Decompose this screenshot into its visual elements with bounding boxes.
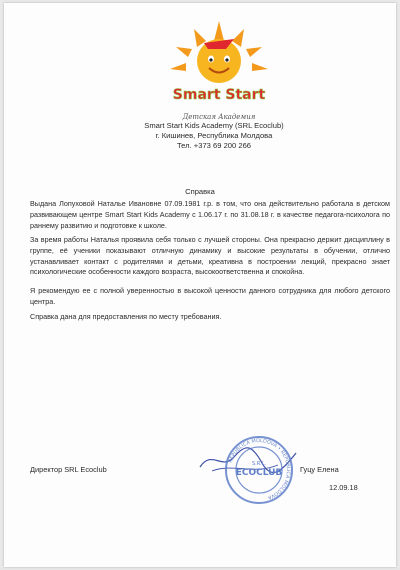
paragraph-1: Выдана Лопуховой Наталье Ивановне 07.09.1981 г.р. в том, что она действительно работала в детском развивающем центре Smart Start Kids Academy с 1.06.17 г. по 31.08.18 г. в качестве педагога-психолога по раннему развитию и подготовке к школе.	[30, 199, 390, 230]
svg-text:REPUBLICA MOLDOVA • REPUBLICA: REPUBLICA MOLDOVA • REPUBLICA MOLDOVA	[228, 437, 292, 501]
smart-start-logo	[164, 19, 274, 127]
director-label: Директор SRL Ecoclub	[30, 465, 107, 474]
director-name: Гуцу Елена	[300, 465, 339, 474]
paragraph-2: За время работы Наталья проявила себя только с лучшей стороны. Она прекрасно держит дисциплину в группе, её ученики показывают отличную динамику и высокие результаты в обучении, отлично устанавливает контакт с родителями и детьми, креативна в построении лекций, прекрасно знает психологические особенности каждого возраста, высокоответственна и спокойна.	[30, 235, 390, 277]
company-stamp	[224, 435, 294, 505]
company-header	[104, 121, 324, 152]
svg-text:S.R.L.: S.R.L.	[251, 461, 267, 467]
signature-date: 12.09.18	[329, 483, 358, 492]
document-page	[4, 3, 396, 567]
svg-text:Smart Start: Smart Start	[172, 87, 266, 103]
svg-text:Детская Академия: Детская Академия	[182, 113, 256, 121]
document-title: Справка	[185, 187, 215, 196]
paragraph-4: Справка дана для предоставления по месту требования.	[30, 312, 222, 321]
paragraph-3: Я рекомендую ее с полной уверенностью в высокой ценности данного сотрудника для любого детского центра.	[30, 286, 390, 306]
company-name: Smart Start Kids Academy (SRL Ecoclub)	[144, 121, 284, 130]
company-address: г. Кишинев, Республика Молдова	[155, 131, 273, 141]
company-phone: Тел. +373 69 200 266	[176, 141, 252, 151]
svg-text:ECOCLUB: ECOCLUB	[235, 468, 283, 478]
